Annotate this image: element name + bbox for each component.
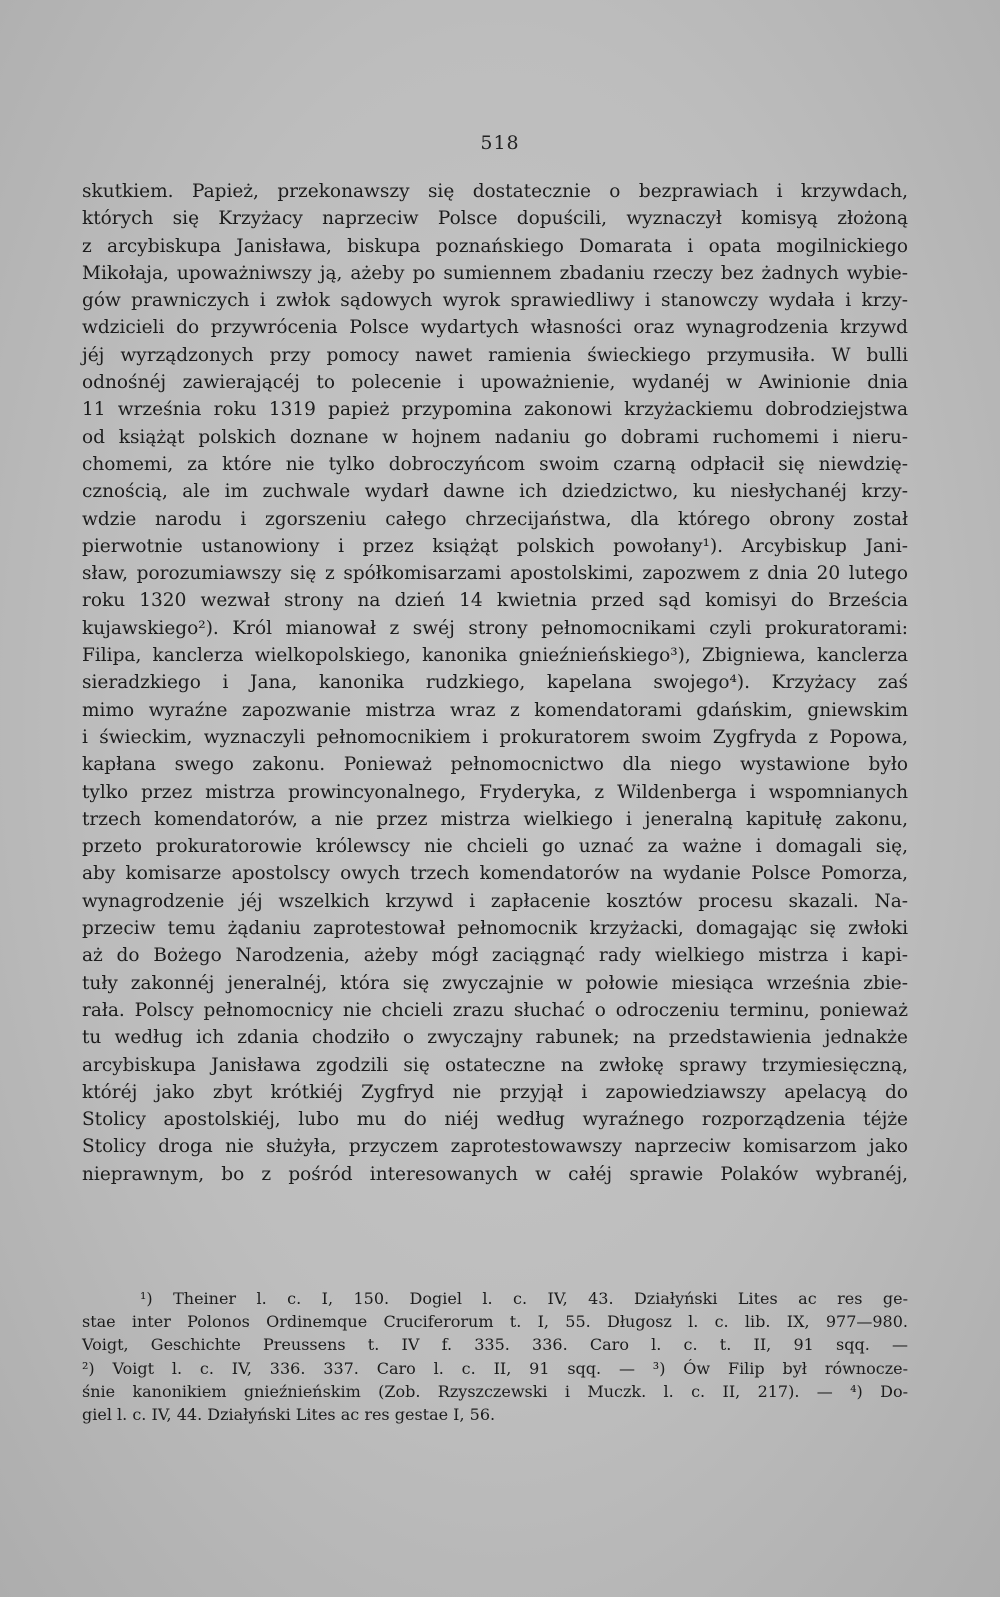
body-line: tuły zakonnéj jeneralnéj, która się zwyczajnie w połowie miesiąca września zbie- — [82, 972, 908, 994]
body-line: Stolicy apostolskiéj, lubo mu do niéj według wyraźnego rozporządzenia téjże — [82, 1109, 908, 1131]
body-line: jéj wyrządzonych przy pomocy nawet ramienia świeckiego przymusiła. W bulli — [82, 344, 908, 366]
body-line: 11 września roku 1319 papież przypomina zakonowi krzyżackiemu dobrodziejstwa — [82, 399, 908, 421]
body-line: kujawskiego²). Król mianował z swéj strony pełnomocnikami czyli prokuratorami: — [82, 617, 908, 639]
body-text — [82, 178, 908, 1188]
body-line: któréj jako zbyt krótkiéj Zygfryd nie przyjął i zapowiedziawszy apelacyą do — [82, 1081, 908, 1103]
body-line: tylko przez mistrza prowincyonalnego, Fryderyka, z Wildenberga i wspomnianych — [82, 781, 908, 803]
footnotes — [82, 1287, 908, 1426]
body-line: przeciw temu żądaniu zaprotestował pełnomocnik krzyżacki, domagając się zwłoki — [82, 918, 908, 940]
footnote-line: ²) Voigt l. c. IV, 336. 337. Caro l. c. II, 91 sqq. — ³) Ów Filip był równocze- — [82, 1358, 908, 1378]
body-line: chomemi, za które nie tylko dobroczyńcom swoim czarną odpłacił się niewdzię- — [82, 453, 908, 475]
body-line: aż do Bożego Narodzenia, ażeby mógł zaciągnąć rady wielkiego mistrza i kapi- — [82, 945, 908, 967]
body-line: z arcybiskupa Janisława, biskupa poznańskiego Domarata i opata mogilnickiego — [82, 235, 908, 257]
body-line: pierwotnie ustanowiony i przez książąt polskich powołany¹). Arcybiskup Jani- — [82, 535, 908, 557]
body-line: tu według ich zdania chodziło o zwyczajny rabunek; na przedstawienia jednakże — [82, 1027, 908, 1049]
footnote-line: śnie kanonikiem gnieźnieńskim (Zob. Rzyszczewski i Muczk. l. c. II, 217). — ⁴) Do- — [82, 1381, 908, 1401]
body-line: skutkiem. Papież, przekonawszy się dostatecznie o bezprawiach i krzywdach, — [82, 181, 908, 202]
body-line: sław, porozumiawszy się z spółkomisarzami apostolskimi, zapozwem z dnia 20 lutego — [82, 563, 908, 585]
body-line: wdzie narodu i zgorszeniu całego chrzecijaństwa, dla którego obrony został — [82, 508, 908, 530]
body-line: przeto prokuratorowie królewscy nie chcieli go uznać za ważne i domagali się, — [82, 836, 908, 858]
body-line: mimo wyraźne zapozwanie mistrza wraz z komendatorami gdańskim, gniewskim — [82, 699, 908, 721]
body-line: kapłana swego zakonu. Ponieważ pełnomocnictwo dla niego wystawione było — [82, 754, 908, 776]
body-line: rała. Polscy pełnomocnicy nie chcieli zrazu słuchać o odroczeniu terminu, ponieważ — [82, 999, 908, 1021]
body-line: trzech komendatorów, a nie przez mistrza wielkiego i jeneralną kapitułę zakonu, — [82, 808, 908, 830]
footnote-line: stae inter Polonos Ordinemque Cruciferorum t. I, 55. Długosz l. c. lib. IX, 977—980. — [82, 1312, 908, 1332]
footnote-line: ¹) Theiner l. c. I, 150. Dogiel l. c. IV, 43. Działyński Lites ac res ge- — [140, 1289, 908, 1308]
body-line: których się Krzyżacy naprzeciw Polsce dopuścili, wyznaczył komisyą złożoną — [82, 208, 908, 230]
body-line: Stolicy droga nie służyła, przyczem zaprotestowawszy naprzeciw komisarzom jako — [82, 1136, 908, 1158]
body-line: cznością, ale im zuchwale wydarł dawne ich dziedzictwo, ku niesłychanéj krzy- — [82, 481, 908, 503]
body-line: odnośnéj zawierającéj to polecenie i upoważnienie, wydanéj w Awinionie dnia — [82, 372, 908, 394]
body-line: Mikołaja, upoważniwszy ją, ażeby po sumiennem zbadaniu rzeczy bez żadnych wybie- — [82, 262, 908, 284]
body-line: gów prawniczych i zwłok sądowych wyrok sprawiedliwy i stanowczy wydała i krzy- — [82, 290, 908, 312]
body-line: wdzicieli do przywrócenia Polsce wydartych własności oraz wynagrodzenia krzywd — [82, 317, 908, 339]
body-line: od książąt polskich doznane w hojnem nadaniu go dobrami ruchomemi i nieru- — [82, 426, 908, 448]
body-line: Filipa, kanclerza wielkopolskiego, kanonika gnieźnieńskiego³), Zbigniewa, kanclerza — [82, 645, 908, 667]
footnote-line: giel l. c. IV, 44. Działyński Lites ac res gestae I, 56. — [82, 1404, 496, 1424]
body-line: roku 1320 wezwał strony na dzień 14 kwietnia przed sąd komisyi do Brześcia — [82, 590, 908, 612]
body-line: wynagrodzenie jéj wszelkich krzywd i zapłacenie kosztów procesu skazali. Na- — [82, 890, 908, 912]
body-line: sieradzkiego i Jana, kanonika rudzkiego, kapelana swojego⁴). Krzyżacy zaś — [82, 672, 908, 694]
body-line: aby komisarze apostolscy owych trzech komendatorów na wydanie Polsce Pomorza, — [82, 863, 908, 885]
footnote-line: Voigt, Geschichte Preussens t. IV f. 335. 336. Caro l. c. t. II, 91 sqq. — — [82, 1335, 908, 1355]
page-number: 518 — [480, 132, 520, 154]
body-line: i świeckim, wyznaczyli pełnomocnikiem i prokuratorem swoim Zygfryda z Popowa, — [82, 726, 908, 748]
body-line: arcybiskupa Janisława zgodzili się ostateczne na zwłokę sprawy trzymiesięczną, — [82, 1054, 908, 1076]
body-line: nieprawnym, bo z pośród interesowanych w całéj sprawie Polaków wybranéj, — [82, 1163, 908, 1185]
